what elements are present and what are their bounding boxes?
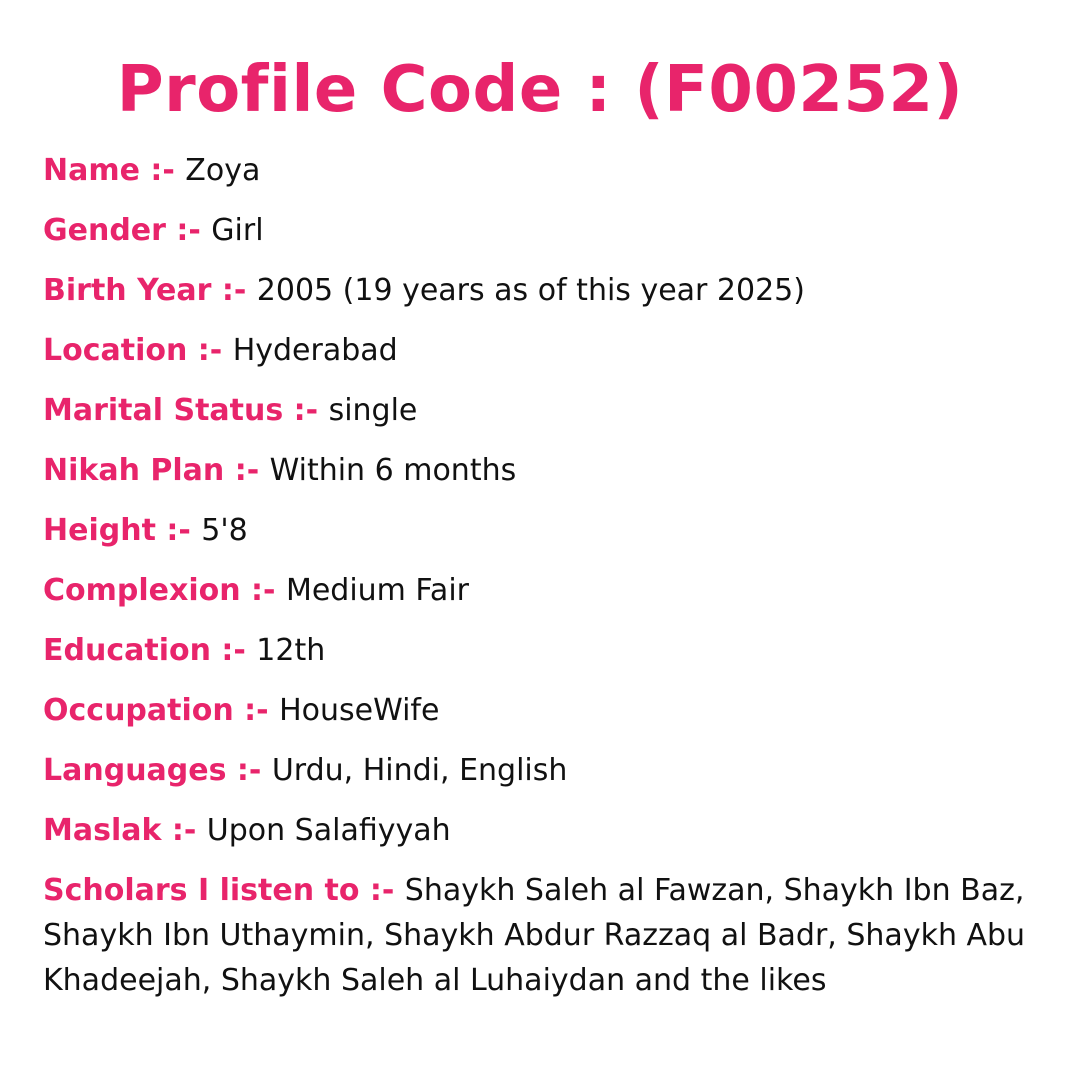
field-label: Occupation :-	[43, 693, 280, 728]
field-value: Hyderabad	[232, 333, 398, 368]
profile-fields	[43, 148, 1043, 1003]
field-label: Birth Year :-	[43, 273, 257, 308]
field-label: Marital Status :-	[43, 393, 329, 428]
field-nikah-plan	[43, 448, 1043, 493]
field-label: Gender :-	[43, 213, 212, 248]
field-languages	[43, 748, 1043, 793]
field-gender	[43, 208, 1043, 253]
field-complexion	[43, 568, 1043, 613]
field-occupation	[43, 688, 1043, 733]
page-title: Profile Code : (F00252)	[116, 53, 964, 127]
field-maslak	[43, 808, 1043, 853]
field-value: 5'8	[201, 513, 248, 548]
field-label: Complexion :-	[43, 573, 286, 608]
field-scholars	[43, 868, 1043, 1003]
field-value: Urdu, Hindi, English	[271, 753, 568, 788]
field-value: Zoya	[185, 153, 261, 188]
field-location	[43, 328, 1043, 373]
field-value: single	[328, 393, 418, 428]
field-label: Scholars I listen to :-	[43, 873, 405, 908]
field-label: Education :-	[43, 633, 257, 668]
field-value: Girl	[211, 213, 264, 248]
field-birth-year	[43, 268, 1043, 313]
field-label: Nikah Plan :-	[43, 453, 270, 488]
field-value: 12th	[256, 633, 326, 668]
field-height	[43, 508, 1043, 553]
field-value: Within 6 months	[269, 453, 517, 488]
field-value: HouseWife	[279, 693, 440, 728]
field-value: Medium Fair	[285, 573, 469, 608]
field-label: Location :-	[43, 333, 233, 368]
field-value: Shaykh Saleh al Fawzan, Shaykh Ibn Baz, Shaykh Ibn Uthaymin, Shaykh Abdur Razzaq al Badr, Shaykh Abu Khadeejah, Shaykh Saleh al Luhaiydan and the likes	[43, 873, 1026, 998]
field-label: Height :-	[43, 513, 202, 548]
field-value: Upon Salafiyyah	[206, 813, 451, 848]
field-label: Languages :-	[43, 753, 272, 788]
field-marital-status	[43, 388, 1043, 433]
field-label: Maslak :-	[43, 813, 207, 848]
field-value: 2005 (19 years as of this year 2025)	[256, 273, 805, 308]
field-name	[43, 148, 1043, 193]
field-label: Name :-	[43, 153, 186, 188]
field-education	[43, 628, 1043, 673]
